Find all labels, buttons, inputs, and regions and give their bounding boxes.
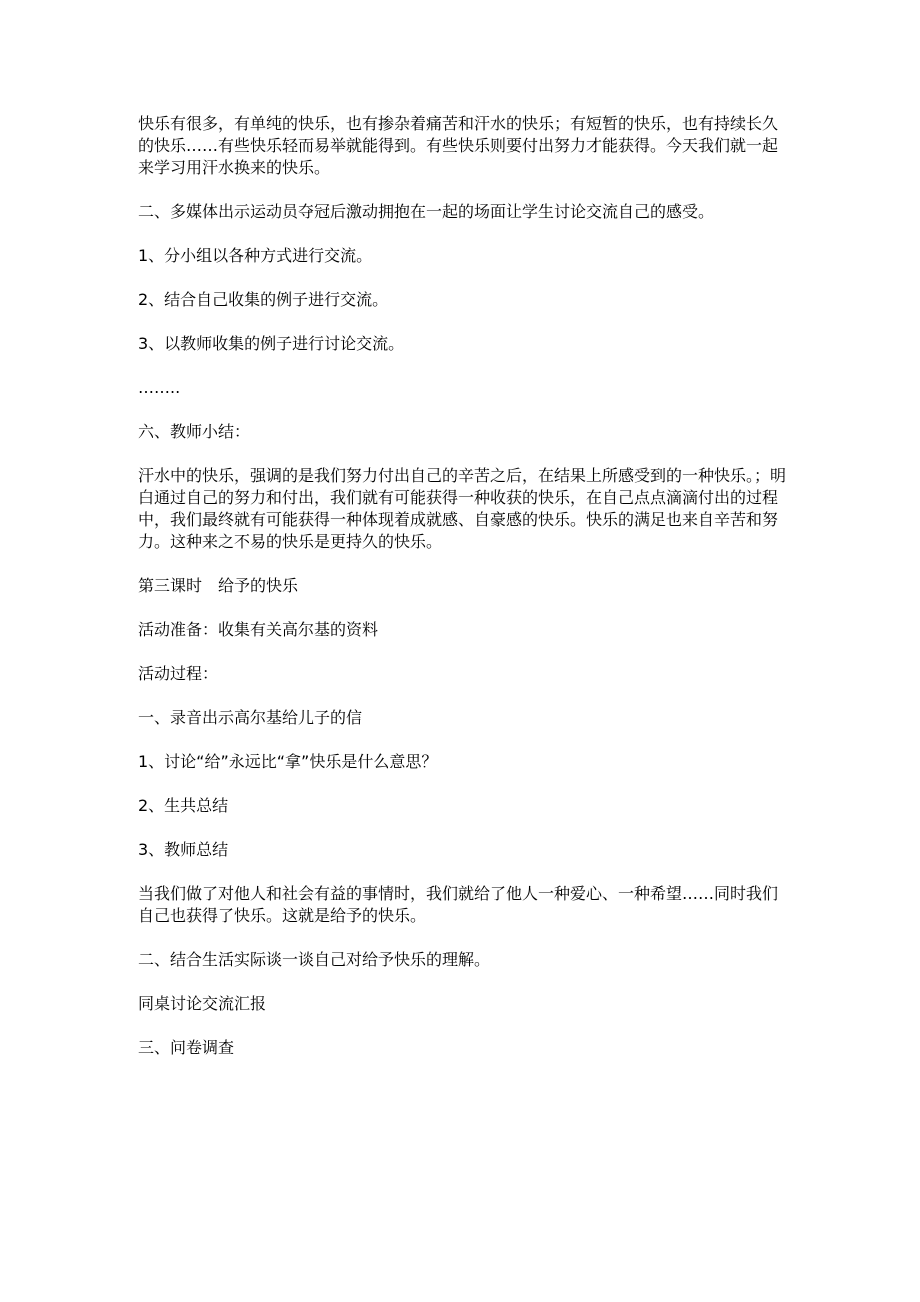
paragraph-item-2: 2、结合自己收集的例子进行交流。 <box>138 290 389 309</box>
paragraph-desk-discussion: 同桌讨论交流汇报 <box>138 994 267 1013</box>
paragraph-section-one: 一、录音出示高尔基给儿子的信 <box>138 708 363 727</box>
paragraph-activity-prep: 活动准备：收集有关高尔基的资料 <box>138 620 379 639</box>
paragraph-intro: 快乐有很多，有单纯的快乐，也有掺杂着痛苦和汗水的快乐；有短暂的快乐，也有持续长久的快乐……有些快乐轻而易举就能得到。有些快乐则要付出努力才能获得。今天我们就一起来学习用汗水换来的快乐。 <box>138 114 779 177</box>
paragraph-item-1: 1、分小组以各种方式进行交流。 <box>138 246 373 265</box>
paragraph-discuss-item-1: 1、讨论“给”永远比“拿”快乐是什么意思？ <box>138 752 438 771</box>
paragraph-giving-joy: 当我们做了对他人和社会有益的事情时，我们就给了他人一种爱心、一种希望……同时我们自己也获得了快乐。这就是给予的快乐。 <box>138 884 779 925</box>
paragraph-discuss-item-2: 2、生共总结 <box>138 796 229 815</box>
paragraph-discuss-item-3: 3、教师总结 <box>138 840 229 859</box>
document-body <box>138 113 786 1081</box>
paragraph-item-3: 3、以教师收集的例子进行讨论交流。 <box>138 334 405 353</box>
paragraph-section-two-b: 二、结合生活实际谈一谈自己对给予快乐的理解。 <box>138 950 491 969</box>
paragraph-section-three: 三、问卷调查 <box>138 1038 235 1057</box>
paragraph-section-two: 二、多媒体出示运动员夺冠后激动拥抱在一起的场面让学生讨论交流自己的感受。 <box>138 202 715 221</box>
paragraph-ellipsis: …….. <box>138 378 181 397</box>
paragraph-summary: 汗水中的快乐，强调的是我们努力付出自己的辛苦之后，在结果上所感受到的一种快乐。；明白通过自己的努力和付出，我们就有可能获得一种收获的快乐，在自己点点滴滴付出的过程中，我们最终就有可能获得一种体现着成就感、自豪感的快乐。快乐的满足也来自辛苦和努力。这种来之不易的快乐是更持久的快乐。 <box>138 466 787 551</box>
paragraph-activity-process: 活动过程： <box>138 664 219 683</box>
paragraph-lesson-three-title: 第三课时 给予的快乐 <box>138 576 299 595</box>
paragraph-section-six: 六、教师小结： <box>138 422 251 441</box>
